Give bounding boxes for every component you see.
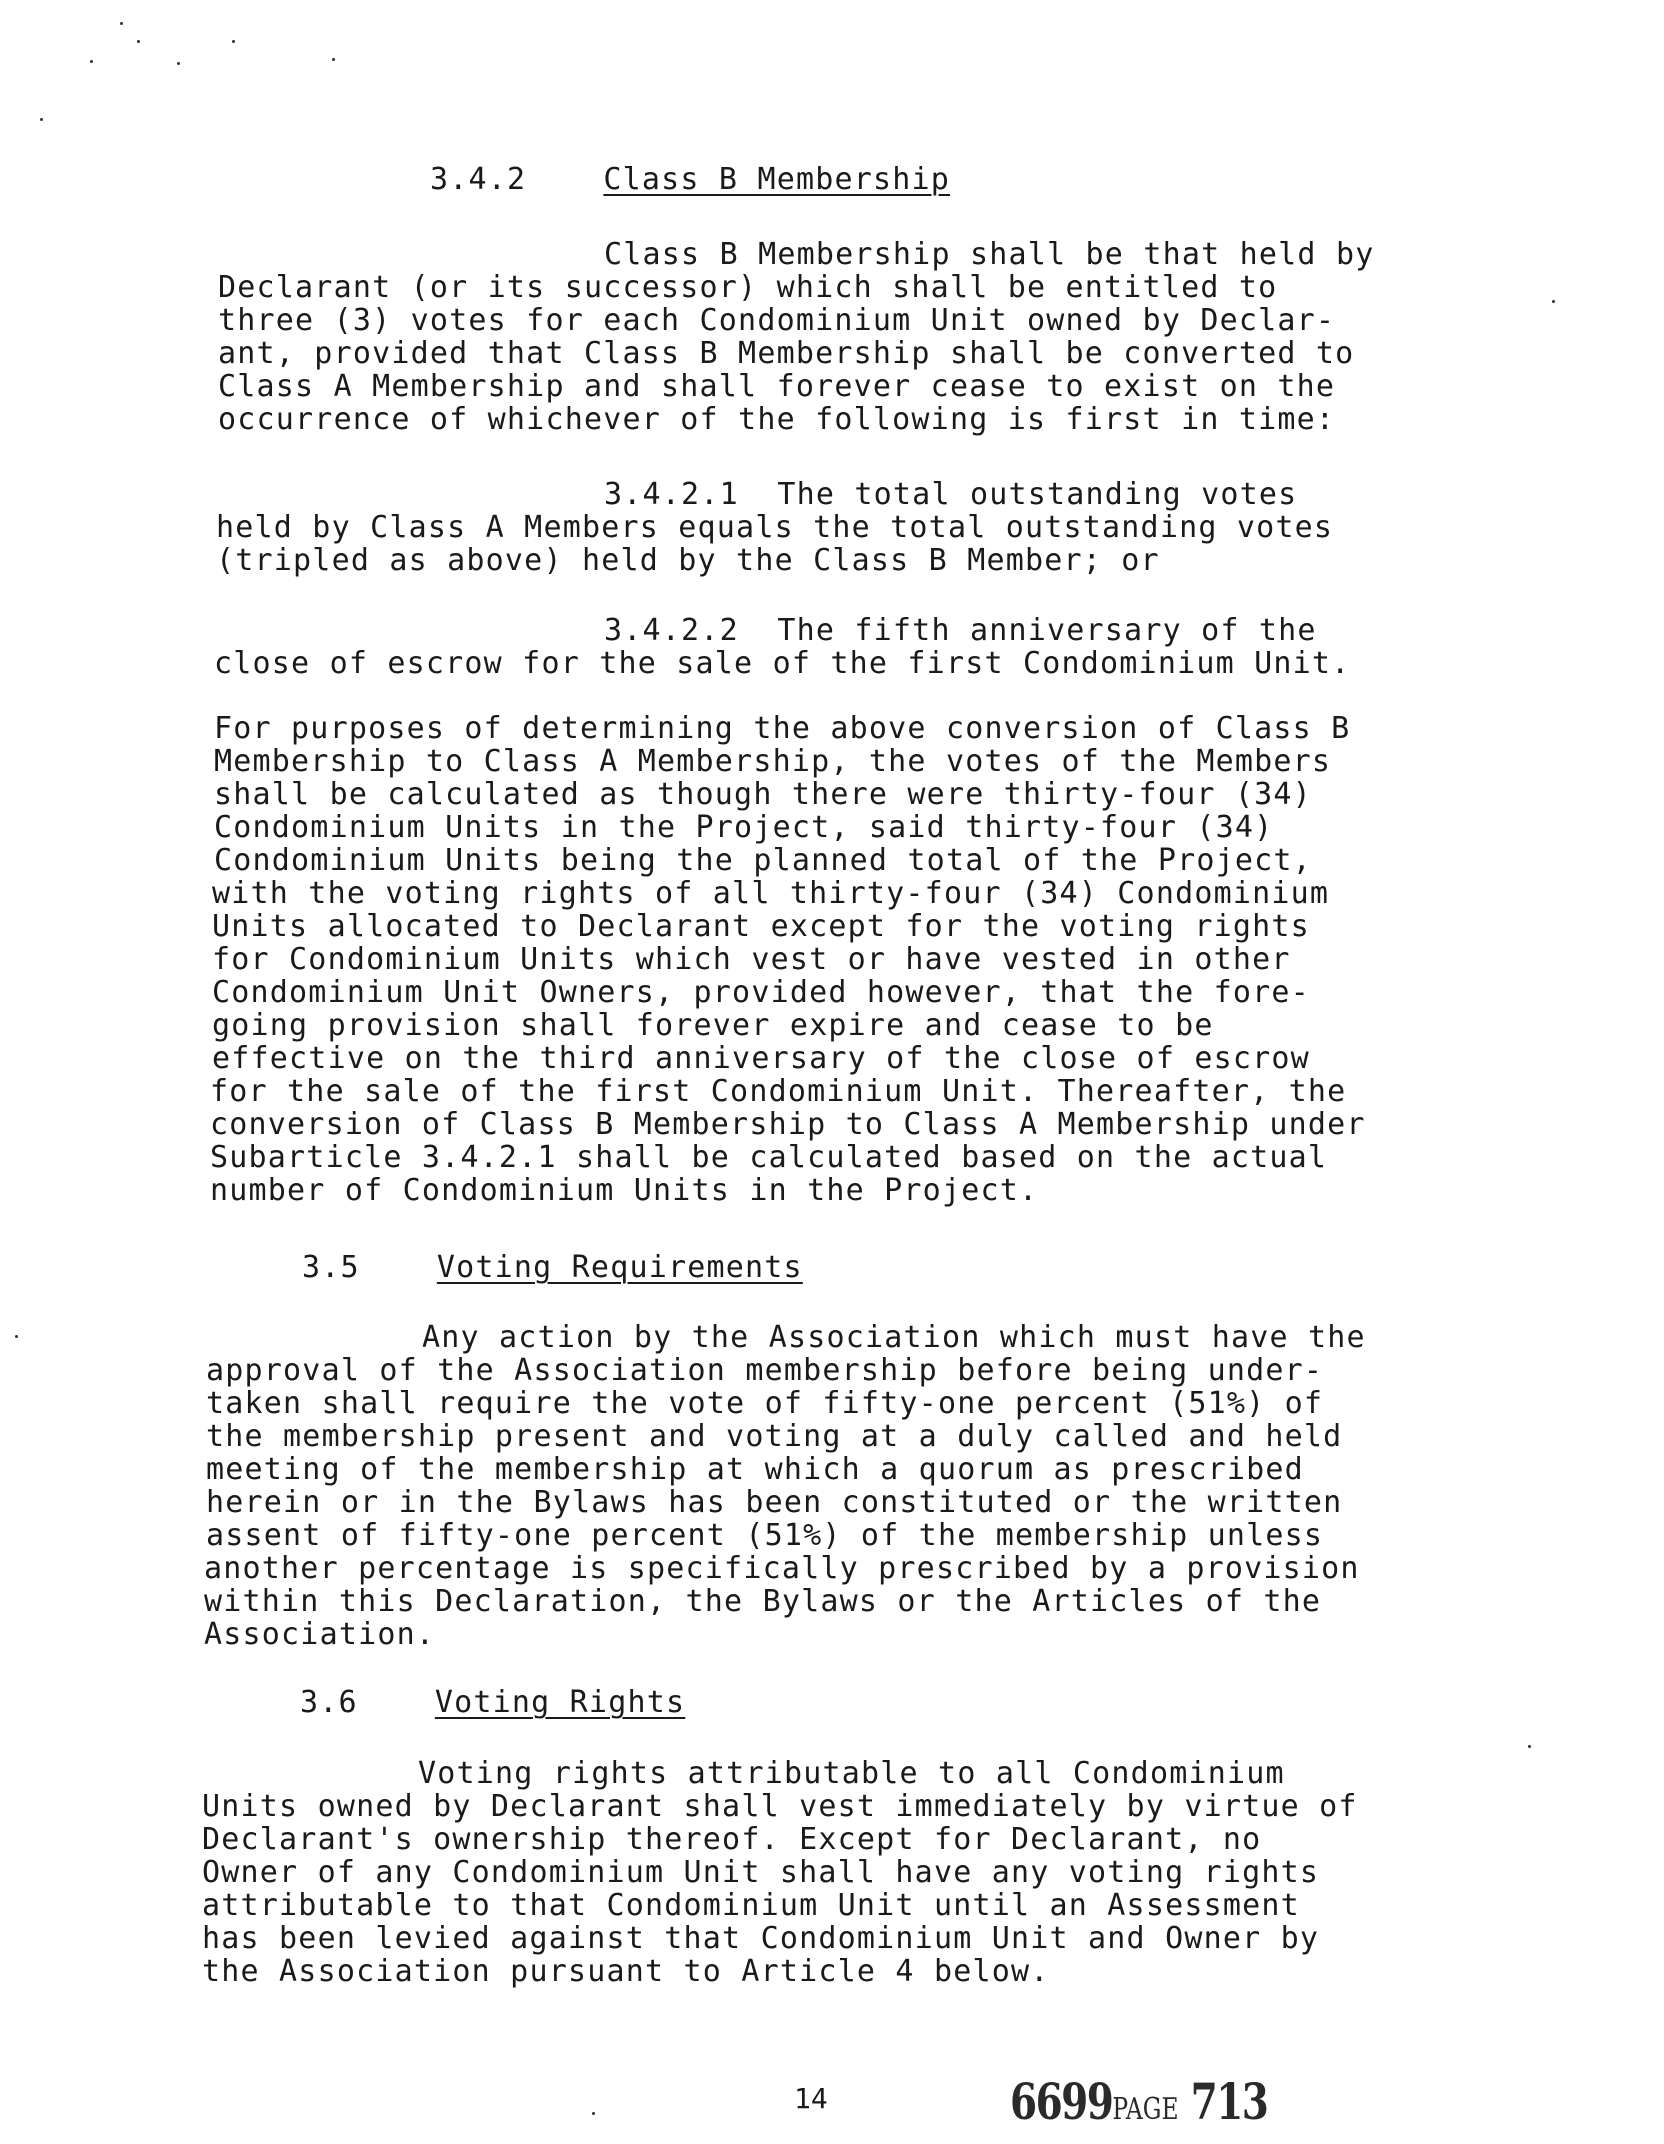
text-line: attributable to that Condominium Unit until an Assessment (202, 1888, 1300, 1923)
section-title: Class B Membership (603, 162, 951, 197)
text-line: herein or in the Bylaws has been constituted or the written (206, 1485, 1343, 1520)
text-line: meeting of the membership at which a quorum as prescribed (206, 1452, 1304, 1487)
text-line: conversion of Class B Membership to Class A Membership under (210, 1107, 1366, 1142)
text-line: Declarant's ownership thereof. Except for Declarant, no (202, 1822, 1262, 1857)
text-line: within this Declaration, the Bylaws or the Articles of the (204, 1584, 1322, 1619)
text-line: for Condominium Units which vest or have vested in other (212, 942, 1291, 977)
scan-speck (232, 40, 235, 43)
scan-speck (592, 2112, 595, 2115)
text-line: the Association pursuant to Article 4 below. (202, 1954, 1050, 1989)
section-title: Voting Requirements (436, 1250, 803, 1285)
text-line: taken shall require the vote of fifty-one percent (51%) of (206, 1386, 1324, 1421)
section-number: 3.5 (302, 1250, 360, 1285)
stamp-book: 6699 (1010, 2072, 1113, 2131)
section-heading-3-5 (302, 1251, 803, 1285)
text-line: shall be calculated as though there were thirty-four (34) (214, 777, 1312, 812)
scan-speck (177, 62, 180, 65)
stamp-label: PAGE (1112, 2092, 1179, 2127)
text-line: Units allocated to Declarant except for the voting rights (212, 909, 1310, 944)
scan-speck (15, 1335, 18, 1338)
text-line: Declarant (or its successor) which shall be entitled to (218, 270, 1278, 305)
text-line: Voting rights attributable to all Condominium (418, 1756, 1285, 1791)
scan-speck (40, 118, 43, 121)
text-line: Class A Membership and shall forever cease to exist on the (218, 369, 1336, 404)
text-line: Any action by the Association which must have the (422, 1320, 1366, 1355)
text-line: effective on the third anniversary of the close of escrow (212, 1041, 1310, 1076)
text-line: 3.4.2.2 The fifth anniversary of the (604, 613, 1317, 648)
text-line: Subarticle 3.4.2.1 shall be calculated based on the actual (210, 1140, 1328, 1175)
text-line: has been levied against that Condominium Unit and Owner by (202, 1921, 1320, 1956)
scan-speck (120, 22, 123, 25)
section-heading-3-4-2 (430, 163, 950, 197)
text-line: Class B Membership shall be that held by (604, 237, 1375, 272)
text-line: Condominium Unit Owners, provided however, that the fore- (212, 975, 1310, 1010)
text-line: three (3) votes for each Condominium Unit owned by Declar- (218, 303, 1336, 338)
page-number: 14 (794, 2082, 828, 2115)
text-line: Condominium Units being the planned total of the Project, (214, 843, 1312, 878)
text-line: for the sale of the first Condominium Unit. Thereafter, the (210, 1074, 1347, 1109)
text-line: Units owned by Declarant shall vest immediately by virtue of (202, 1789, 1358, 1824)
scan-speck (332, 58, 335, 61)
stamp-page: 713 (1190, 2072, 1268, 2131)
section-number: 3.4.2 (430, 162, 527, 197)
text-line: occurrence of whichever of the following is first in time: (218, 402, 1336, 437)
text-line: (tripled as above) held by the Class B Member; or (216, 543, 1160, 578)
text-line: assent of fifty-one percent (51%) of the membership unless (206, 1518, 1324, 1553)
text-line: approval of the Association membership before being under- (206, 1353, 1324, 1388)
section-heading-3-6 (300, 1686, 685, 1720)
text-line: close of escrow for the sale of the first Condominium Unit. (214, 646, 1351, 681)
text-line: another percentage is specifically prescribed by a provision (204, 1551, 1360, 1586)
text-line: Membership to Class A Membership, the votes of the Members (214, 744, 1332, 779)
recording-stamp (1010, 2072, 1267, 2131)
text-line: Owner of any Condominium Unit shall have any voting rights (202, 1855, 1320, 1890)
scan-speck (137, 40, 140, 43)
section-title: Voting Rights (434, 1685, 686, 1720)
scan-speck (90, 60, 93, 63)
scan-speck (1552, 300, 1555, 303)
section-number: 3.6 (300, 1685, 358, 1720)
scan-speck (1528, 1745, 1531, 1748)
text-line: ant, provided that Class B Membership shall be converted to (218, 336, 1355, 371)
text-line: For purposes of determining the above conversion of Class B (214, 711, 1351, 746)
text-line: the membership present and voting at a duly called and held (206, 1419, 1343, 1454)
text-line: Condominium Units in the Project, said thirty-four (34) (214, 810, 1274, 845)
text-line: 3.4.2.1 The total outstanding votes (604, 477, 1298, 512)
text-line: with the voting rights of all thirty-four (34) Condominium (212, 876, 1330, 911)
text-line: held by Class A Members equals the total outstanding votes (216, 510, 1334, 545)
text-line: going provision shall forever expire and cease to be (212, 1008, 1214, 1043)
text-line: number of Condominium Units in the Project. (210, 1173, 1039, 1208)
text-line: Association. (204, 1617, 436, 1652)
